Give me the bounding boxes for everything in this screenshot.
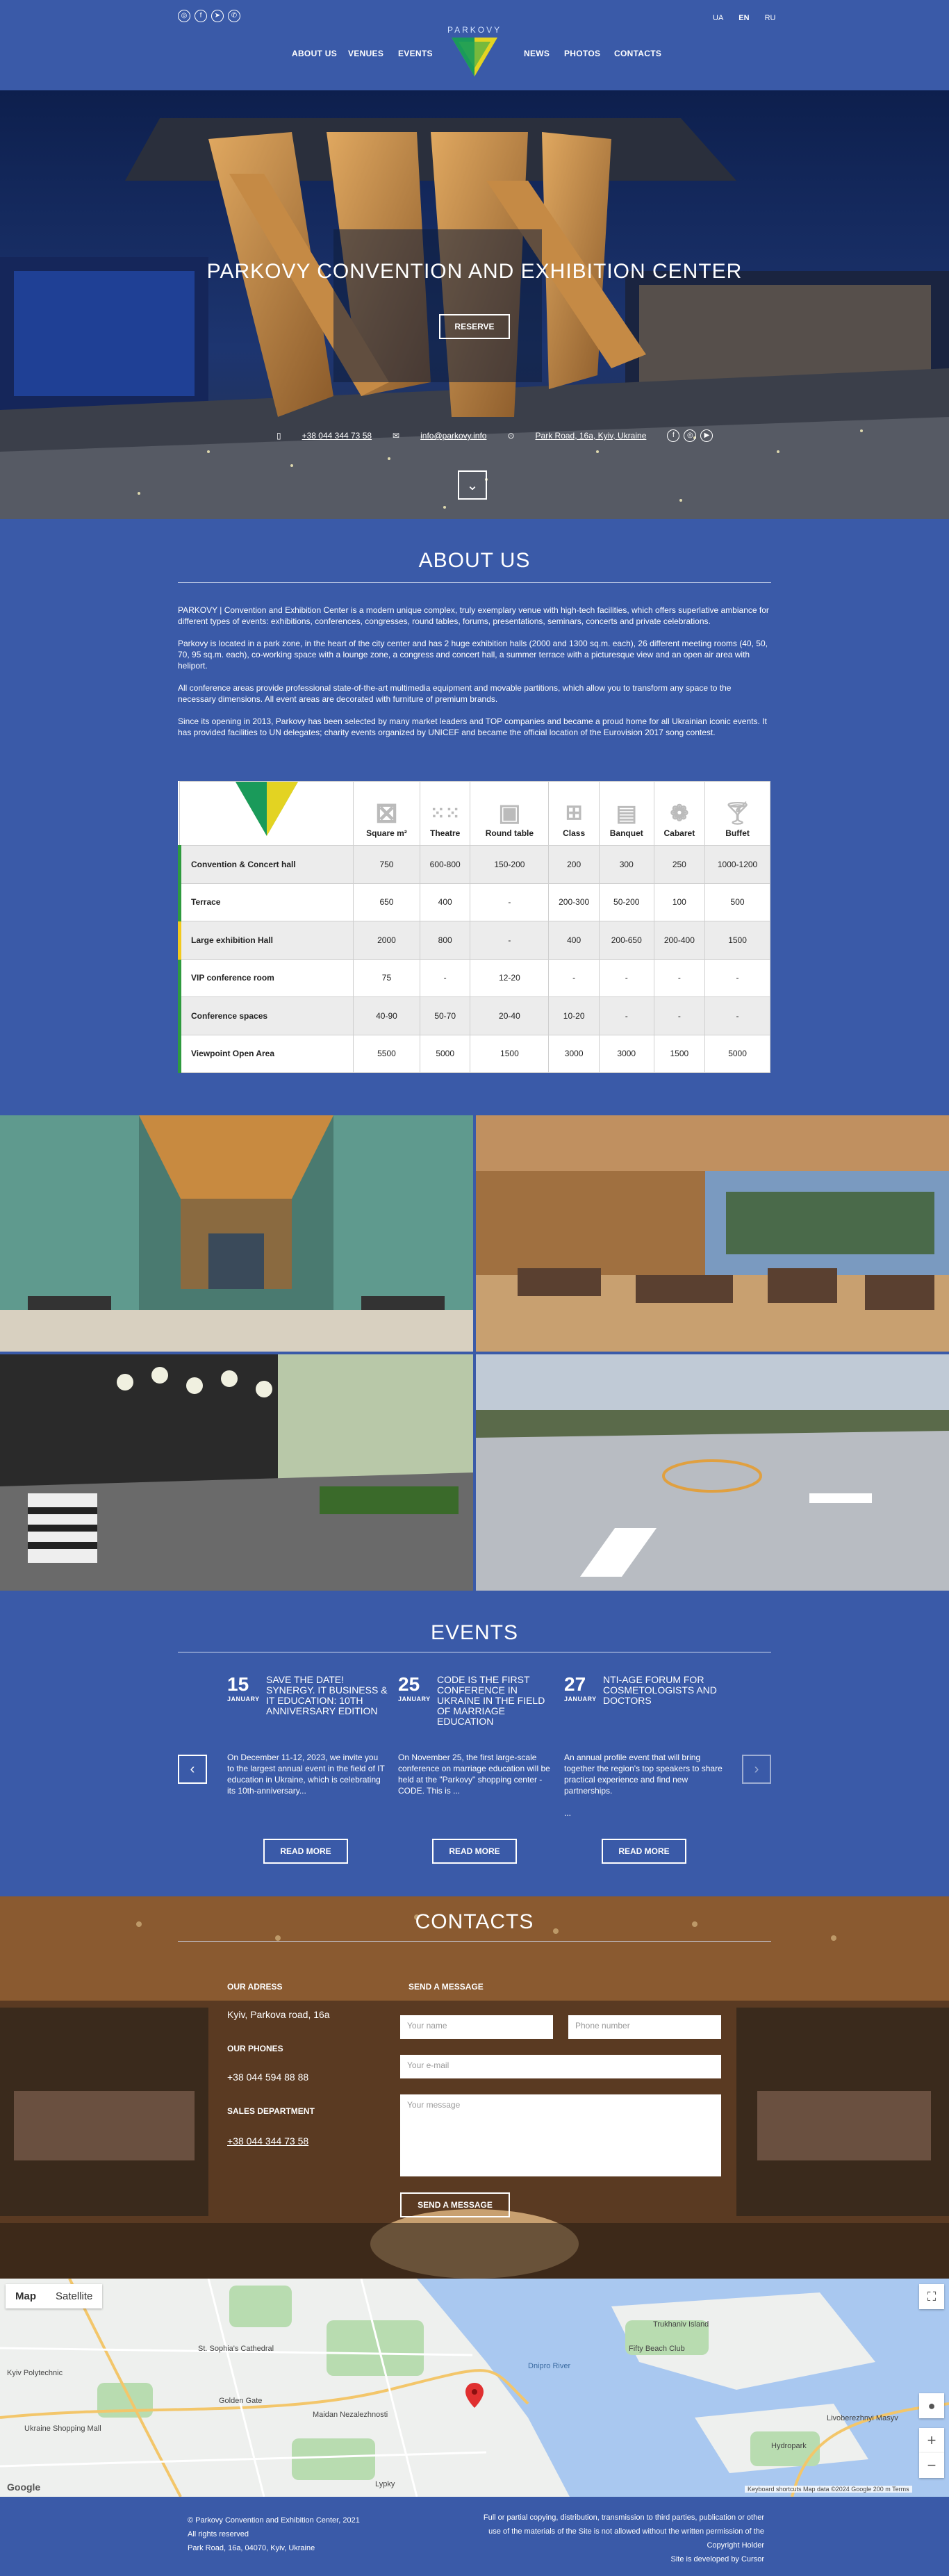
mail-icon: ✉ <box>393 431 400 441</box>
event-title[interactable]: SAVE THE DATE! SYNERGY. IT BUSINESS & IT EDUCATION: 10TH ANNIVERSARY EDITION <box>266 1674 388 1716</box>
map-type-toggle <box>6 2284 102 2308</box>
event-excerpt: On November 25, the first large-scale conference on marriage education will be held at the "Parkovy" shopping center - CODE. This is ... <box>398 1753 550 1796</box>
col-roundtable-label: Round table <box>485 828 534 838</box>
table-cell: - <box>470 921 549 960</box>
gallery-photo-terrace[interactable] <box>0 1354 473 1591</box>
lang-ru[interactable]: RU <box>764 14 776 22</box>
zoom-in-button[interactable] <box>919 2428 944 2453</box>
map-label: Hydropark <box>771 2442 807 2450</box>
fullscreen-icon: ⛶ <box>927 2290 936 2304</box>
send-message-button[interactable]: SEND A MESSAGE <box>400 2192 510 2217</box>
contacts-title: CONTACTS <box>415 1910 534 1933</box>
lounge-photo <box>476 1115 949 1352</box>
events-title: EVENTS <box>430 1621 519 1644</box>
read-more-button[interactable]: READ MORE <box>432 1839 517 1864</box>
col-buffet-label: Buffet <box>725 828 750 838</box>
contacts-divider <box>178 1941 771 1942</box>
map-label: Dnipro River <box>528 2362 571 2370</box>
table-cell: - <box>470 883 549 921</box>
table-cell: 1000-1200 <box>705 846 770 884</box>
event-card <box>398 1673 558 1796</box>
round-table-icon: ▣ <box>498 800 521 826</box>
col-banquet-label: Banquet <box>609 828 643 838</box>
table-cell: 1500 <box>654 1035 704 1073</box>
table-cell: 250 <box>654 846 704 884</box>
read-more-button[interactable]: READ MORE <box>602 1839 686 1864</box>
map-label: St. Sophia's Cathedral <box>198 2345 274 2353</box>
table-cell: 200-650 <box>599 921 654 960</box>
table-cell: - <box>654 997 704 1035</box>
theatre-seating-icon: ⁙⁙ <box>429 803 461 823</box>
event-card <box>564 1673 724 1818</box>
table-cell: 600-800 <box>420 846 470 884</box>
location-icon: ⊙ <box>507 431 515 441</box>
satellite-tab[interactable]: Satellite <box>56 2290 93 2302</box>
table-cell: 3000 <box>549 1035 599 1073</box>
table-cell: - <box>599 997 654 1035</box>
pegman-icon: ● <box>927 2399 936 2413</box>
phone-field[interactable]: Phone number <box>568 2015 721 2039</box>
message-field[interactable]: Your message <box>400 2094 721 2176</box>
col-cabaret-label: Cabaret <box>663 828 695 838</box>
heliport-photo <box>476 1354 949 1591</box>
footer-copyright: © Parkovy Convention and Exhibition Center, 2021 <box>188 2516 360 2525</box>
table-cell: 750 <box>354 846 420 884</box>
nav-venues[interactable]: VENUES <box>348 49 384 58</box>
nav-contacts[interactable]: CONTACTS <box>614 49 662 58</box>
table-cell: 5500 <box>354 1035 420 1073</box>
event-day: 15 <box>227 1673 249 1695</box>
table-cell: 200 <box>549 846 599 884</box>
hero-building-image <box>0 90 949 519</box>
lang-en[interactable]: EN <box>738 14 750 22</box>
table-cell: - <box>599 959 654 997</box>
telegram-icon[interactable]: ➤ <box>211 10 224 22</box>
plus-icon: + <box>927 2431 936 2449</box>
site-header <box>0 0 949 90</box>
gallery-photo-lounge[interactable] <box>476 1115 949 1352</box>
hero-email[interactable]: info@parkovy.info <box>420 431 487 441</box>
table-cell: - <box>705 997 770 1035</box>
col-theatre-label: Theatre <box>429 828 461 838</box>
hero-title: PARKOVY CONVENTION AND EXHIBITION CENTER <box>206 260 743 283</box>
footer-rights: All rights reserved <box>188 2530 249 2538</box>
terrace-photo <box>0 1354 473 1591</box>
about-paragraph: All conference areas provide professional state-of-the-art multimedia equipment and movable partitions, which allow you to transform any space to the necessary dimensions. All event areas are decorated with furniture of premium brands. <box>178 683 732 704</box>
site-footer <box>0 2497 949 2576</box>
table-cell: 10-20 <box>549 997 599 1035</box>
col-cabaret <box>654 782 704 846</box>
event-day: 27 <box>564 1673 586 1695</box>
table-cell: 5000 <box>705 1035 770 1073</box>
table-cell: 50-200 <box>599 883 654 921</box>
form-title: SEND A MESSAGE <box>409 1982 484 1992</box>
map-label: Ukraine Shopping Mall <box>24 2425 101 2433</box>
table-cell: 300 <box>599 846 654 884</box>
event-excerpt <box>564 1752 724 1819</box>
chevron-down-icon: ⌄ <box>466 478 479 493</box>
table-cell: - <box>654 959 704 997</box>
zoom-out-button[interactable] <box>919 2453 944 2478</box>
events-next-button[interactable] <box>742 1755 771 1784</box>
event-month: JANUARY <box>398 1696 431 1703</box>
table-cell: 12-20 <box>470 959 549 997</box>
events-prev-button[interactable] <box>178 1755 207 1784</box>
reserve-button[interactable]: RESERVE <box>439 314 510 339</box>
map-label: Livoberezhnyi Masyv <box>827 2414 898 2422</box>
contacts-background-photo <box>0 1896 949 2279</box>
table-cell: 150-200 <box>470 846 549 884</box>
table-cell: 200-300 <box>549 883 599 921</box>
google-map[interactable] <box>0 2279 949 2497</box>
map-label: Golden Gate <box>219 2397 263 2405</box>
table-cell: 200-400 <box>654 921 704 960</box>
table-cell: 1500 <box>705 921 770 960</box>
logo-triangle-icon <box>452 36 497 76</box>
scroll-down-button[interactable] <box>458 470 487 500</box>
footer-legal: Full or partial copying, distribution, transmission to third parties, publication or other use of the materials of the Site is not allowed without the written permission of the Copyright Holder <box>483 2513 764 2550</box>
footer-left <box>188 2513 360 2555</box>
table-row <box>180 959 770 997</box>
map-tiles <box>0 2279 949 2497</box>
banquet-icon: ▤ <box>616 801 637 826</box>
footer-developer[interactable]: Site is developed by Cursor <box>670 2555 764 2563</box>
map-label: Maidan Nezalezhnosti <box>313 2411 388 2419</box>
map-label: Kyiv Polytechnic <box>7 2369 63 2377</box>
email-field[interactable]: Your e-mail <box>400 2055 721 2078</box>
class-seating-icon: ⊞ <box>565 801 583 824</box>
address-value: Kyiv, Parkova road, 16a <box>227 2009 330 2020</box>
table-cell: 100 <box>654 883 704 921</box>
nav-events[interactable]: EVENTS <box>398 49 433 58</box>
map-attribution[interactable]: Keyboard shortcuts Map data ©2024 Google 200 m Terms <box>745 2486 912 2493</box>
event-excerpt-text: An annual profile event that will bring together the region's top speakers to share practical experience and find new partnerships. <box>564 1753 723 1796</box>
event-excerpt-more: ... <box>564 1808 572 1818</box>
hero-social <box>667 429 713 442</box>
youtube-icon[interactable]: ▶ <box>700 429 713 442</box>
table-cell: - <box>705 959 770 997</box>
table-cell: 40-90 <box>354 997 420 1035</box>
col-buffet <box>705 782 770 846</box>
chevron-right-icon: › <box>754 1762 759 1777</box>
facebook-icon[interactable]: f <box>195 10 207 22</box>
table-cell: 20-40 <box>470 997 549 1035</box>
instagram-icon[interactable]: ◎ <box>178 10 190 22</box>
minus-icon: − <box>927 2456 936 2474</box>
row-name: Conference spaces <box>180 997 354 1035</box>
col-square-label: Square m² <box>366 828 407 838</box>
table-cell: 2000 <box>354 921 420 960</box>
footer-right <box>479 2511 764 2566</box>
table-cell: 3000 <box>599 1035 654 1073</box>
event-title[interactable]: NTI-AGE FORUM FOR COSMETOLOGISTS AND DOCTORS <box>603 1674 717 1706</box>
cabaret-icon: ❁ <box>670 801 689 826</box>
row-name: Terrace <box>180 883 354 921</box>
about-divider <box>178 582 771 583</box>
facebook-icon[interactable]: f <box>667 429 679 442</box>
map-label: Trukhaniv Island <box>653 2320 709 2329</box>
table-cell: 5000 <box>420 1035 470 1073</box>
gallery-photo-lobby[interactable] <box>0 1115 473 1352</box>
lang-ua[interactable]: UA <box>713 14 724 22</box>
hero-address[interactable]: Park Road, 16a, Kyiv, Ukraine <box>535 431 647 441</box>
language-switcher <box>713 14 775 22</box>
about-paragraph: Parkovy is located in a park zone, in the heart of the city center and has 2 huge exhibition halls (2000 and 1300 sq.m. each), 26 different meeting rooms (40, 50, 70, 95 sq.m. each), co-working space with a lounge zone, a congress and concert hall, a summer terrace with a picturesque view and an open air area with heliport. <box>178 639 768 671</box>
row-name: Convention & Concert hall <box>180 846 354 884</box>
instagram-icon[interactable]: ◎ <box>684 429 696 442</box>
table-cell: 800 <box>420 921 470 960</box>
event-month: JANUARY <box>564 1696 597 1703</box>
table-cell: - <box>549 959 599 997</box>
table-cell: 400 <box>420 883 470 921</box>
fullscreen-button[interactable] <box>919 2284 944 2309</box>
col-class <box>549 782 599 846</box>
map-label: Fifty Beach Club <box>629 2345 685 2353</box>
site-logo[interactable] <box>447 25 502 76</box>
lobby-photo <box>0 1115 473 1352</box>
about-paragraph: PARKOVY | Convention and Exhibition Center is a modern unique complex, truly exemplary venue with high-tech facilities, which offers superlative ambiance for different types of events: exhibitions, conferences, congresses, round tables, forums, presentations, seminars, concerts and private celebrations. <box>178 605 769 626</box>
col-banquet <box>599 782 654 846</box>
nav-news[interactable]: NEWS <box>524 49 550 58</box>
table-cell: 400 <box>549 921 599 960</box>
table-row <box>180 846 770 884</box>
map-tab[interactable]: Map <box>15 2290 36 2302</box>
table-cell: 75 <box>354 959 420 997</box>
col-theatre <box>420 782 470 846</box>
sales-label: SALES DEPARTMENT <box>227 2106 315 2116</box>
buffet-glass-icon: 🍸︎ <box>723 801 752 826</box>
col-roundtable <box>470 782 549 846</box>
about-title: ABOUT US <box>418 549 531 572</box>
google-logo: Google <box>7 2481 41 2493</box>
table-row <box>180 997 770 1035</box>
table-cell: 500 <box>705 883 770 921</box>
social-links <box>178 10 240 22</box>
event-month: JANUARY <box>227 1696 260 1703</box>
table-row <box>180 1035 770 1073</box>
name-field[interactable]: Your name <box>400 2015 553 2039</box>
gallery-photo-heliport[interactable] <box>476 1354 949 1591</box>
table-cell: 650 <box>354 883 420 921</box>
phone-value[interactable]: +38 044 594 88 88 <box>227 2072 309 2083</box>
address-label: OUR ADRESS <box>227 1982 283 1992</box>
table-logo <box>180 782 354 846</box>
hero-contact-info <box>277 429 713 442</box>
event-card <box>227 1673 388 1796</box>
about-paragraph: Since its opening in 2013, Parkovy has been selected by many market leaders and TOP companies and became a proud home for all Ukrainian iconic events. It has provided facilities to UN delegates; charity events organized by UNICEF and became the official location of the Eurovision 2017 song contest. <box>178 716 767 737</box>
table-cell: - <box>420 959 470 997</box>
col-class-label: Class <box>563 828 586 838</box>
viber-icon[interactable]: ✆ <box>228 10 240 22</box>
row-name: Viewpoint Open Area <box>180 1035 354 1073</box>
phones-label: OUR PHONES <box>227 2044 283 2053</box>
event-title[interactable]: CODE IS THE FIRST CONFERENCE IN UKRAINE IN THE FIELD OF MARRIAGE EDUCATION <box>437 1674 545 1727</box>
event-excerpt: On December 11-12, 2023, we invite you to the largest annual event in the field of IT education in Ukraine, which is celebrating its 10th-anniversary... <box>227 1753 385 1796</box>
col-square <box>354 782 420 846</box>
table-cell: 1500 <box>470 1035 549 1073</box>
map-label: Lypky <box>375 2480 395 2488</box>
table-row <box>180 883 770 921</box>
hero-banner <box>0 90 949 519</box>
capacity-table <box>178 781 770 1073</box>
row-name: VIP conference room <box>180 959 354 997</box>
read-more-button[interactable]: READ MORE <box>263 1839 348 1864</box>
row-name: Large exhibition Hall <box>180 921 354 960</box>
event-day: 25 <box>398 1673 420 1695</box>
contacts-section <box>0 1896 949 2279</box>
about-text <box>178 605 771 749</box>
street-view-button[interactable] <box>919 2393 944 2418</box>
hero-phone[interactable]: +38 044 344 73 58 <box>302 431 372 441</box>
table-row <box>180 921 770 960</box>
chevron-left-icon: ‹ <box>190 1762 195 1777</box>
nav-about[interactable]: ABOUT US <box>292 49 338 58</box>
logo-triangle-icon <box>236 782 298 836</box>
square-meter-icon: ⊠ <box>374 798 399 828</box>
logo-text: PARKOVY <box>447 25 502 35</box>
phone-icon: ▯ <box>277 431 281 441</box>
table-cell: 50-70 <box>420 997 470 1035</box>
nav-photos[interactable]: PHOTOS <box>564 49 601 58</box>
sales-phone[interactable]: +38 044 344 73 58 <box>227 2135 309 2147</box>
footer-address: Park Road, 16a, 04070, Kyiv, Ukraine <box>188 2544 315 2552</box>
